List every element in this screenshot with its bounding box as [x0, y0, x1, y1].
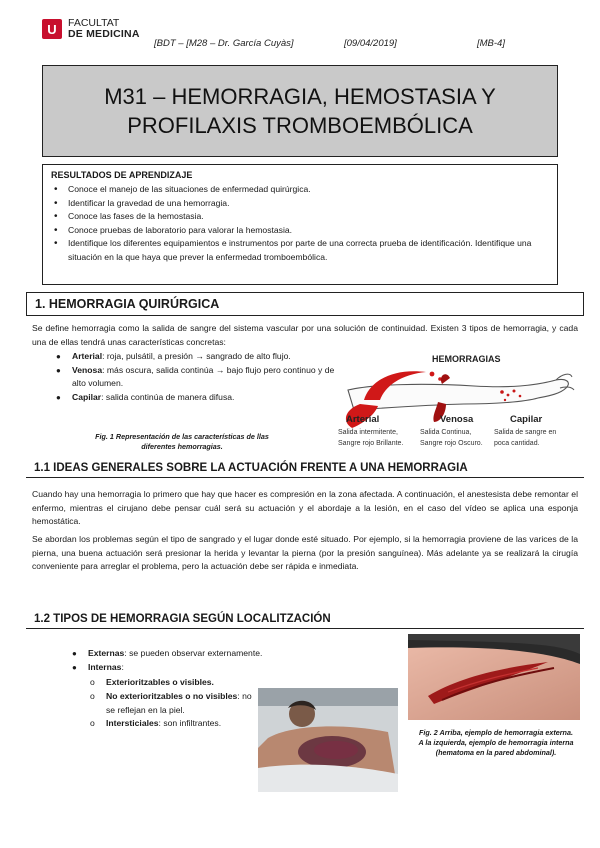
university-logo-icon: U	[42, 19, 62, 39]
faculty-logo	[42, 18, 140, 40]
fig1-venosa-line1: Salida Continua,	[420, 429, 472, 436]
internal-subtypes-list	[90, 676, 260, 731]
abdominal-hematoma-photo-icon	[258, 688, 398, 792]
type-label: Capilar	[72, 391, 102, 402]
list-item	[90, 690, 260, 718]
type-label: Venosa	[72, 364, 103, 375]
header-date: [09/04/2019]	[344, 38, 397, 49]
fig1-venosa-title: Venosa	[440, 414, 474, 425]
logo-line1: FACULTAT	[68, 17, 120, 29]
list-item	[90, 676, 260, 690]
fig1-title: HEMORRAGIAS	[432, 354, 501, 364]
type-label: Arterial	[72, 351, 103, 361]
figure-2-internal-hemorrhage-photo	[258, 688, 398, 792]
figure-2-caption: Fig. 2 Arriba, ejemplo de hemorragia externa. A la izquierda, ejemplo de hemorragia interna (hematoma en la pared abdominal).	[418, 728, 574, 757]
header-code: [BDT – [M28 – Dr. García Cuyàs]	[154, 38, 294, 49]
type-text: : más oscura, salida continúa → bajo flujo pero continuo y de alto volumen.	[72, 364, 335, 389]
learning-outcomes-heading: RESULTADOS DE APRENDIZAJE	[51, 170, 193, 180]
list-item	[72, 647, 292, 661]
sub2-label: No exterioritzables o no visibles	[106, 690, 238, 701]
type-text: : roja, pulsátil, a presión → sangrado de alto flujo.	[102, 351, 291, 361]
figure-2-external-hemorrhage-photo	[408, 634, 580, 720]
learning-outcomes-box	[42, 164, 558, 285]
externas-label: Externas	[88, 648, 125, 658]
sub3-text: : son infiltrantes.	[158, 718, 222, 729]
fig1-arterial-title: Arterial	[346, 414, 380, 425]
list-item	[90, 717, 260, 731]
internas-text: :	[121, 661, 124, 672]
type-text: : salida continúa de manera difusa.	[101, 391, 235, 402]
hemorrhage-types-list	[56, 350, 342, 404]
list-item	[56, 391, 342, 405]
list-item: • Conoce las fases de la hemostasia.	[51, 210, 549, 224]
figure-1-hemorrhage-types	[334, 350, 578, 456]
fig1-venosa-line2: Sangre rojo Oscuro.	[420, 440, 483, 447]
arm-bleeding-illustration-icon	[334, 350, 578, 456]
list-item: • Identifique los diferentes equipamientos e instrumentos por parte de una correcta prueba de identificación. Identifique una situación en la que haya que prever la enfermedad tromboembólica.	[51, 237, 549, 264]
externas-text: : se pueden observar externamente.	[124, 648, 263, 658]
fig1-capilar-line1: Salida de sangre en	[494, 429, 557, 436]
hemorrhage-definition: Se define hemorragia como la salida de sangre del sistema vascular por una solución de continuidad. Existen 3 tipos de hemorragia, y cada una de ellas tendrá unas características concretas:	[32, 323, 578, 347]
internas-label: Internas	[88, 661, 122, 672]
section-1-1-paragraph-2: Se abordan los problemas según el tipo de sangrado y el lugar donde esté situado. Por ejemplo, si la hemorragia proviene de las varices de la pierna, una buena actuación será presionar la herida y levantar la pierna (por la presión sanguínea). Más adelante ya se realizará la cirugía conveniente para arreglar el problema, pero la actuación debe ser rápida e inmediata.	[32, 534, 578, 572]
header-group: [MB-4]	[477, 38, 505, 49]
list-item	[72, 661, 292, 675]
learning-outcomes-list	[51, 183, 549, 264]
title-line2: PROFILAXIS TROMBOEMBÓLICA	[127, 113, 473, 138]
list-item	[56, 364, 342, 391]
page-title	[42, 65, 558, 157]
list-item: • Identificar la gravedad de una hemorragia.	[51, 197, 549, 211]
section-heading-1-2: 1.2 TIPOS DE HEMORRAGIA SEGÚN LOCALITZACIÓN	[26, 607, 584, 629]
section-heading-1-1: 1.1 IDEAS GENERALES SOBRE LA ACTUACIÓN FRENTE A UNA HEMORRAGIA	[26, 456, 584, 478]
sub3-label: Intersticiales	[106, 718, 159, 729]
arm-wound-photo-icon	[408, 634, 580, 720]
fig1-arterial-line2: Sangre rojo Brillante.	[338, 440, 404, 447]
sub1-label: Exterioritzables o visibles.	[106, 677, 214, 687]
sub2-text: : no se reflejan en la piel.	[106, 690, 252, 715]
figure-1-caption: Fig. 1 Representación de las características de llas diferentes hemorragias.	[95, 432, 269, 451]
section-heading-1: 1. HEMORRAGIA QUIRÚRGICA	[26, 292, 584, 316]
section-1-1-paragraph-1: Cuando hay una hemorragia lo primero que hay que hacer es compresión en la zona afectada. A continuación, el anestesista debe remontar el enfermo, mientras el cirujano debe pensar cuál será su actuación y el abordaje a la lesión, en el caso del vídeo se aplica una esponja hemostática.	[32, 489, 578, 527]
logo-text	[68, 18, 140, 40]
fig1-arterial-line1: Salida intermitente,	[338, 429, 398, 436]
title-line1: M31 – HEMORRAGIA, HEMOSTASIA Y	[104, 84, 496, 109]
list-item: • Conoce el manejo de las situaciones de enfermedad quirúrgica.	[51, 183, 549, 197]
logo-line2: DE MEDICINA	[68, 28, 140, 40]
list-item: • Conoce pruebas de laboratorio para valorar la hemostasia.	[51, 224, 549, 238]
fig1-capilar-line2: poca cantidad.	[494, 440, 540, 447]
list-item	[56, 350, 342, 364]
location-types-list	[72, 647, 292, 674]
fig1-capilar-title: Capilar	[510, 414, 543, 425]
